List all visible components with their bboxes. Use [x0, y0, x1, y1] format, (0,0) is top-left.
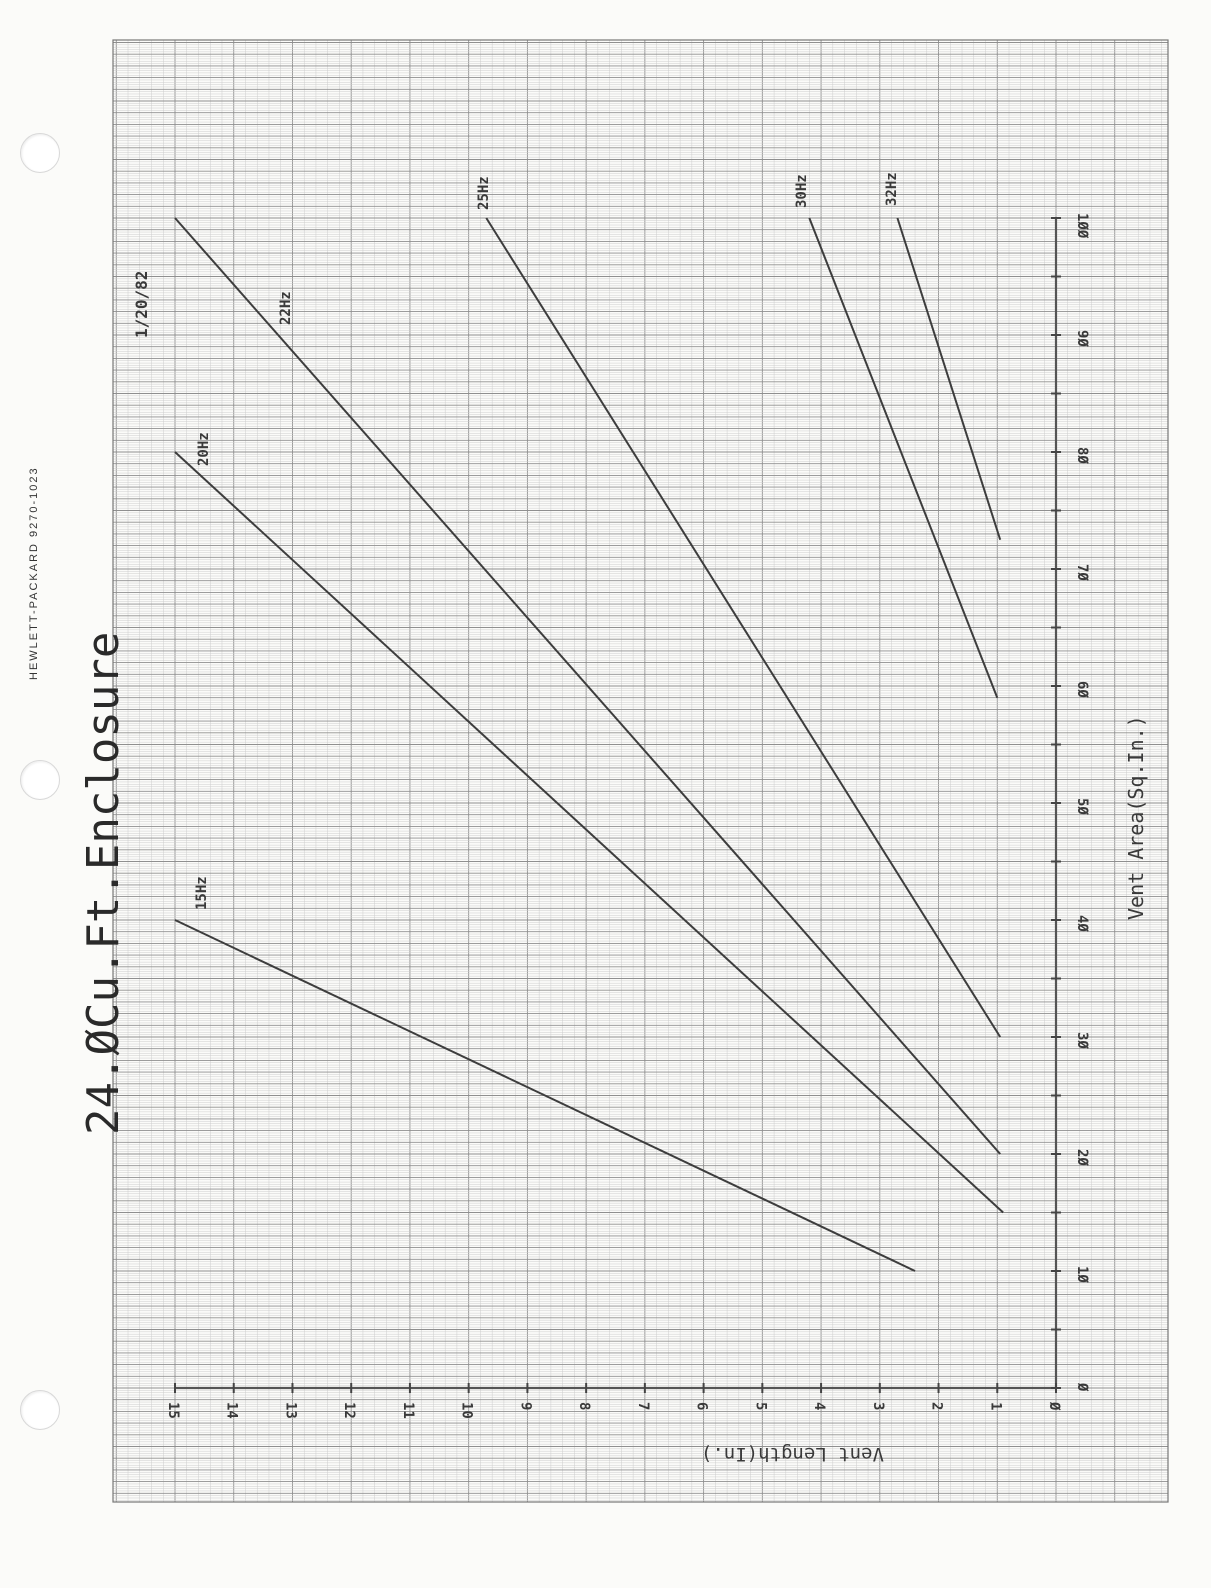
x-tick-label: 1: [987, 1402, 1004, 1411]
x-tick-label: 2: [928, 1402, 945, 1411]
x-tick-label: 8: [576, 1402, 593, 1411]
y-tick-label: 8Ø: [1074, 447, 1090, 464]
series-label-15hz: 15Hz: [194, 876, 210, 910]
y-tick-label: 9Ø: [1074, 330, 1090, 347]
grid: [113, 40, 1168, 1502]
x-tick-label: 11: [399, 1402, 416, 1419]
x-tick-label: Ø: [1046, 1402, 1062, 1411]
series-line-32hz: [897, 218, 1000, 540]
x-tick-label: 5: [752, 1402, 769, 1411]
y-tick-label: 7Ø: [1074, 564, 1090, 581]
y-tick-label: 4Ø: [1074, 915, 1090, 932]
x-tick-label: 13: [282, 1402, 299, 1419]
chart-date-annotation: 1/20/82: [132, 270, 151, 338]
series-label-20hz: 20Hz: [196, 432, 212, 466]
x-tick-label: 3: [869, 1402, 886, 1411]
y-tick-label: 5Ø: [1074, 798, 1090, 815]
series-label-30hz: 30Hz: [794, 174, 810, 208]
series-label-25hz: 25Hz: [476, 176, 492, 210]
x-tick-label: 15: [165, 1402, 181, 1419]
x-tick-label: 4: [811, 1402, 828, 1411]
x-tick-label: 9: [517, 1402, 534, 1411]
x-tick-label: 6: [693, 1402, 710, 1411]
y-axis-label: Vent Area(Sq.In.): [1124, 715, 1148, 920]
x-tick-label: 7: [634, 1402, 651, 1411]
x-tick-label: 14: [223, 1402, 240, 1419]
chart-title: 24.ØCu.Ft.Enclosure: [78, 631, 129, 1135]
x-tick-label: 10: [458, 1402, 475, 1419]
y-tick-label: 1ØØ: [1074, 213, 1090, 239]
y-tick-label: 1Ø: [1074, 1266, 1090, 1283]
series-line-20hz: [175, 452, 1003, 1213]
series-label-22hz: 22Hz: [278, 291, 294, 325]
paper-brand-label: HEWLETT-PACKARD 9270-1023: [28, 466, 40, 680]
series-label-32hz: 32Hz: [884, 172, 900, 206]
y-tick-label: 6Ø: [1074, 681, 1090, 698]
x-axis-label: Vent Length(In.): [700, 1443, 884, 1465]
y-tick-label: Ø: [1074, 1383, 1090, 1392]
y-tick-label: 2Ø: [1074, 1149, 1090, 1166]
x-tick-label: 12: [341, 1402, 358, 1419]
y-tick-label: 3Ø: [1074, 1032, 1090, 1049]
